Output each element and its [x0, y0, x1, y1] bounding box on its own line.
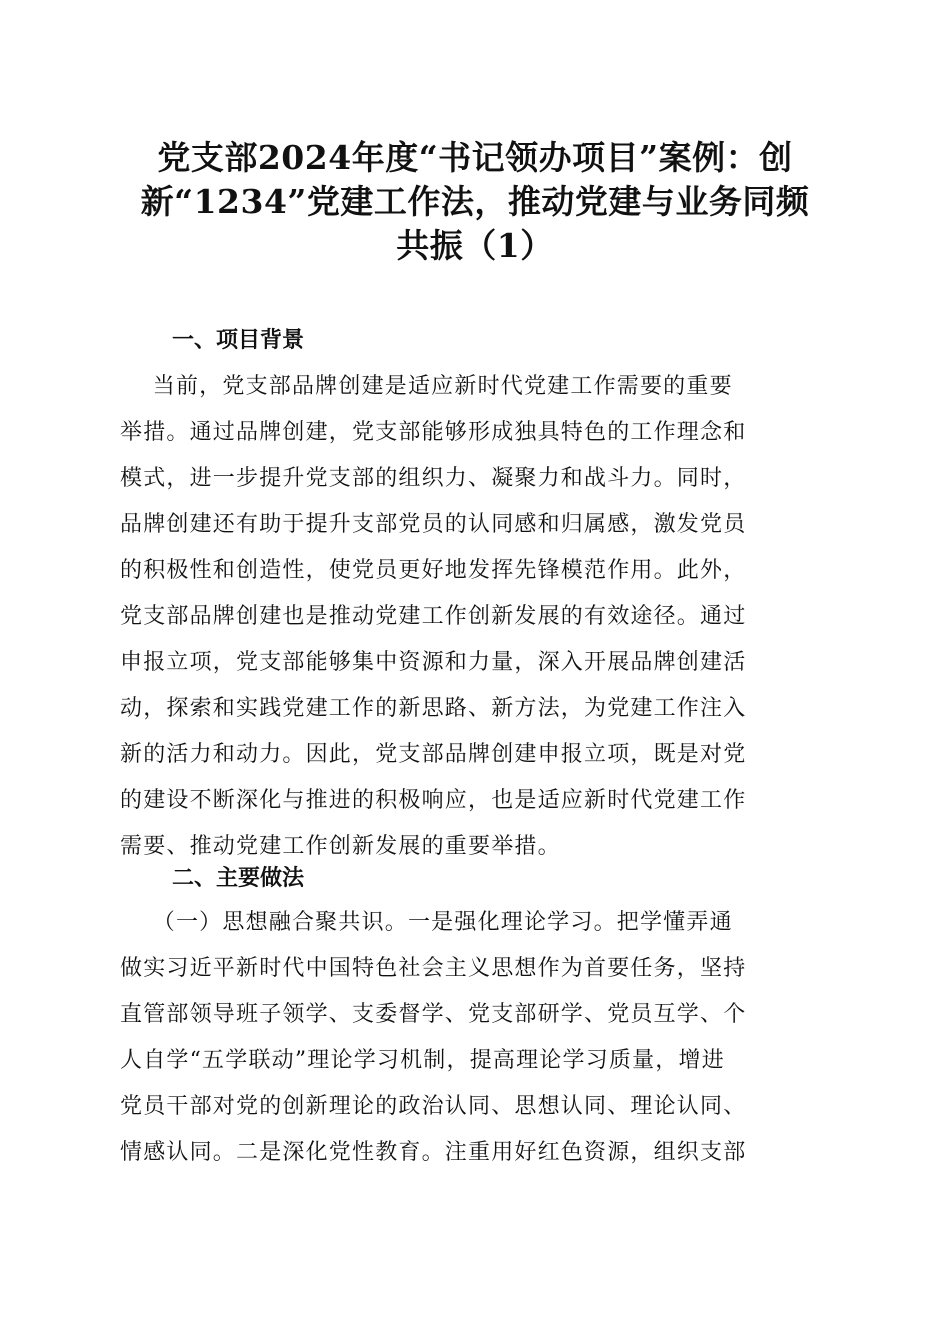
paragraph-line: 的积极性和创造性，使党员更好地发挥先锋模范作用。此外， — [120, 558, 747, 583]
paragraph-line: 新的活力和动力。因此，党支部品牌创建申报立项，既是对党 — [120, 742, 747, 767]
paragraph-background — [120, 364, 835, 870]
paragraph-line: 做实习近平新时代中国特色社会主义思想作为首要任务，坚持 — [120, 956, 747, 981]
paragraph-line: 需要、推动党建工作创新发展的重要举措。 — [120, 834, 561, 859]
section-heading-main-practices: 二、主要做法 — [172, 866, 305, 891]
paragraph-line: 直管部领导班子领学、支委督学、党支部研学、党员互学、个 — [120, 1002, 747, 1027]
paragraph-line: 人自学“五学联动”理论学习机制，提高理论学习质量，增进 — [120, 1048, 725, 1073]
title-line: 新“1234”党建工作法，推动党建与业务同频 — [140, 182, 810, 221]
paragraph-line: 动，探索和实践党建工作的新思路、新方法，为党建工作注入 — [120, 696, 747, 721]
paragraph-line: 党支部品牌创建也是推动党建工作创新发展的有效途径。通过 — [120, 604, 747, 629]
paragraph-line: 当前，党支部品牌创建是适应新时代党建工作需要的重要 — [120, 374, 733, 399]
paragraph-line: 申报立项，党支部能够集中资源和力量，深入开展品牌创建活 — [120, 650, 747, 675]
paragraph-line: 举措。通过品牌创建，党支部能够形成独具特色的工作理念和 — [120, 420, 747, 445]
paragraph-line: 品牌创建还有助于提升支部党员的认同感和归属感，激发党员 — [120, 512, 747, 537]
paragraph-line: 模式，进一步提升党支部的组织力、凝聚力和战斗力。同时， — [120, 466, 747, 491]
paragraph-line: （一）思想融合聚共识。一是强化理论学习。把学懂弄通 — [120, 910, 733, 935]
section-heading-background: 一、项目背景 — [172, 328, 305, 353]
title-line: 党支部2024年度“书记领办项目”案例：创 — [157, 138, 793, 177]
paragraph-line: 情感认同。二是深化党性教育。注重用好红色资源，组织支部 — [120, 1140, 747, 1165]
paragraph-main-practices — [120, 900, 835, 1176]
document-title — [110, 136, 840, 268]
paragraph-line: 党员干部对党的创新理论的政治认同、思想认同、理论认同、 — [120, 1094, 747, 1119]
title-line: 共振（1） — [396, 226, 554, 265]
paragraph-line: 的建设不断深化与推进的积极响应，也是适应新时代党建工作 — [120, 788, 747, 813]
